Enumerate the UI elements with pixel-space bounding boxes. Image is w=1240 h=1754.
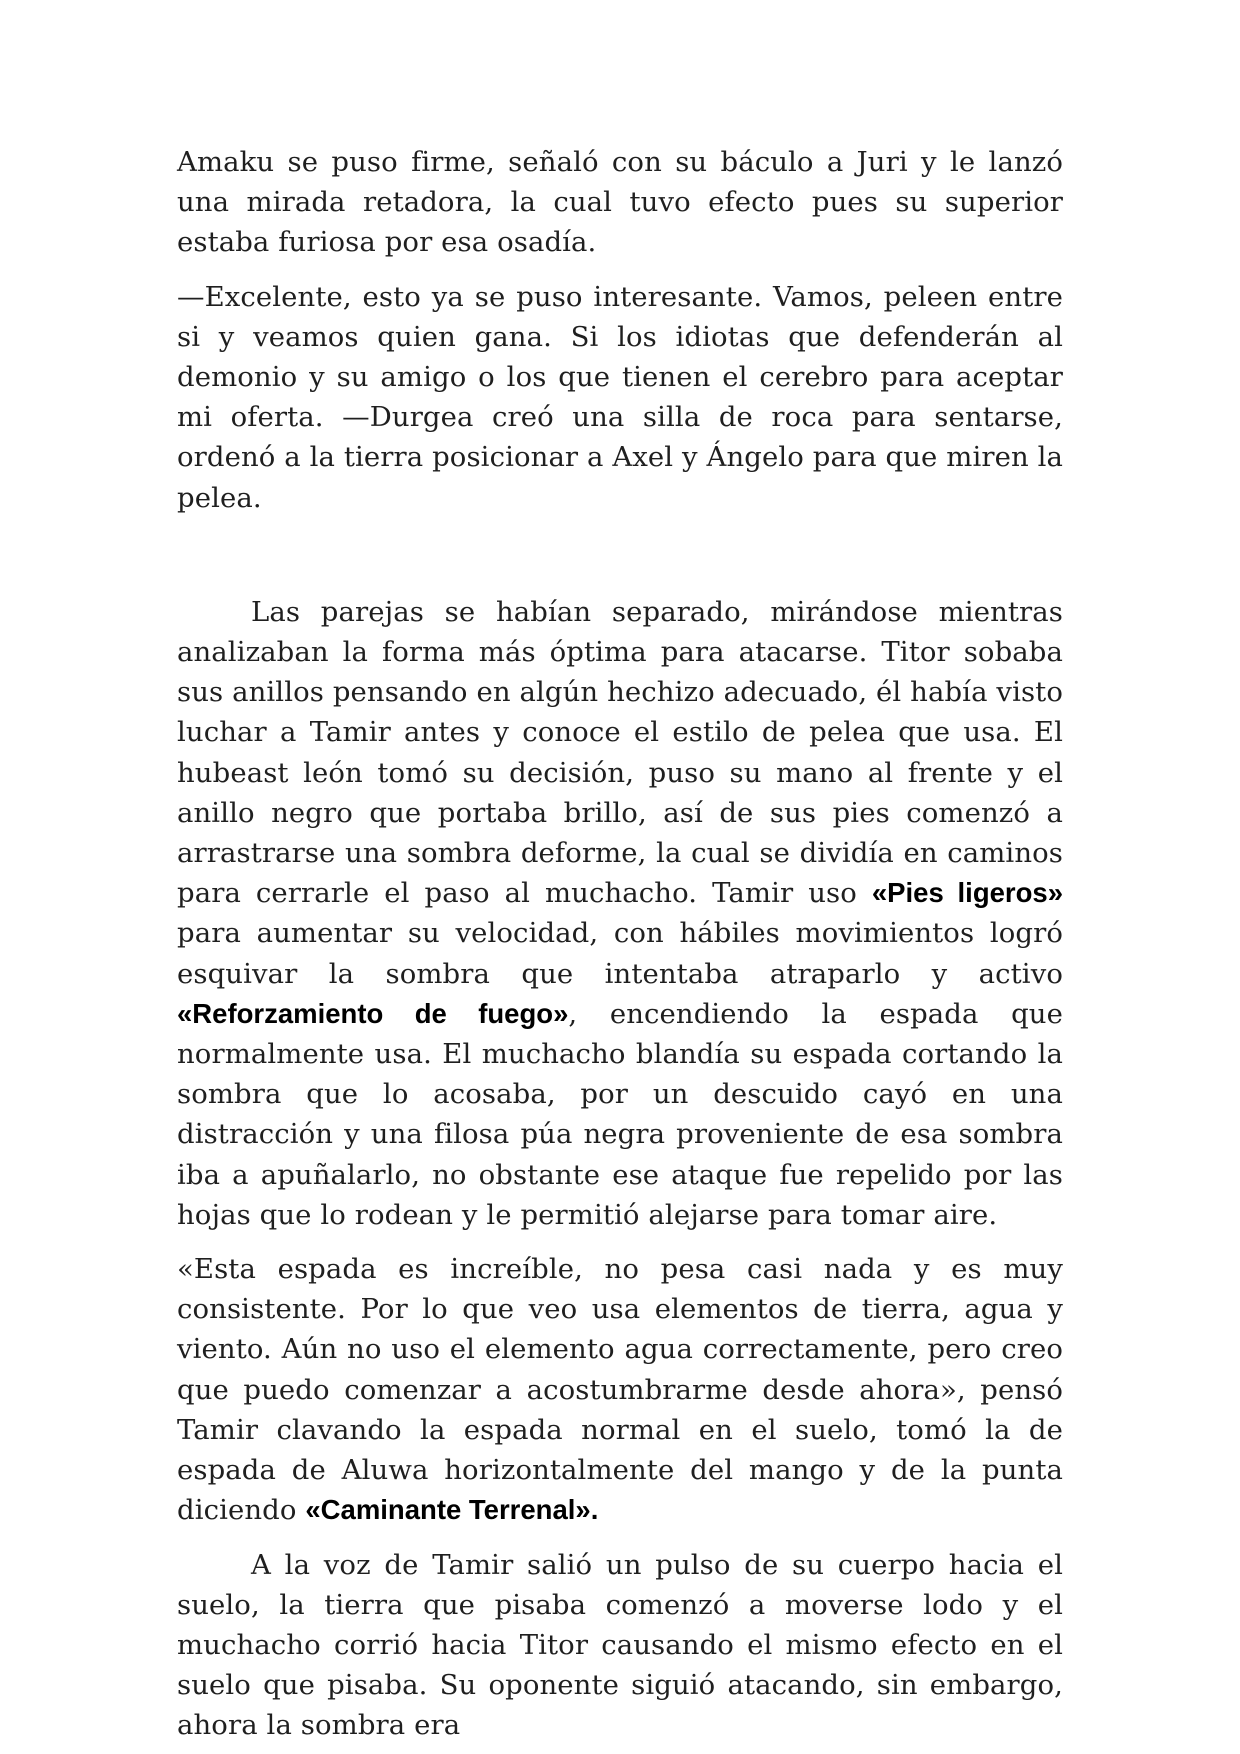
paragraph-text: para aumentar su velocidad, con hábiles movimientos logró esquivar la sombra que intentaba atraparlo y activo bbox=[177, 917, 1063, 990]
spell-name: «Reforzamiento de fuego» bbox=[177, 997, 569, 1029]
spell-name: «Pies ligeros» bbox=[871, 877, 1064, 909]
paragraph-text: Amaku se puso firme, señaló con su báculo a Juri y le lanzó una mirada retadora, la cual tuvo efecto pues su superior estaba furiosa por esa osadía. bbox=[177, 146, 1063, 259]
paragraph-2 bbox=[177, 277, 1063, 518]
paragraph-text: Las parejas se habían separado, mirándose mientras analizaban la forma más óptima para atacarse. Titor sobaba sus anillos pensando en algún hechizo adecuado, él había visto luchar a Tamir antes y conoce el estilo de pelea que usa. El hubeast león tomó su decisión, puso su mano al frente y el anillo negro que portaba brillo, así de sus pies comenzó a arrastrarse una sombra deforme, la cual se dividía en caminos para cerrarle el paso al muchacho. Tamir uso bbox=[177, 595, 1063, 910]
paragraph-4 bbox=[177, 1249, 1063, 1530]
spell-name: «Caminante Terrenal». bbox=[305, 1494, 599, 1526]
paragraph-text: «Esta espada es increíble, no pesa casi nada y es muy consistente. Por lo que veo usa elementos de tierra, agua y viento. Aún no uso el elemento agua correctamente, pero creo que puedo comenzar a acostumbrarme desde ahora», pensó Tamir clavando la espada normal en el suelo, tomó la de espada de Aluwa horizontalmente del mango y de la punta diciendo bbox=[177, 1253, 1063, 1527]
paragraph-text: , encendiendo la espada que normalmente usa. El muchacho blandía su espada cortando la sombra que lo acosaba, por un descuido cayó en una distracción y una filosa púa negra proveniente de esa sombra iba a apuñalarlo, no obstante ese ataque fue repelido por las hojas que lo rodean y le permitió alejarse para tomar aire. bbox=[177, 997, 1063, 1231]
paragraph-text: —Excelente, esto ya se puso interesante. Vamos, peleen entre si y veamos quien gana. Si los idiotas que defenderán al demonio y su amigo o los que tienen el cerebro para aceptar mi oferta. —Durgea creó una silla de roca para sentarse, ordenó a la tierra posicionar a Axel y Ángelo para que miren la pelea. bbox=[177, 280, 1064, 514]
paragraph-1 bbox=[177, 142, 1063, 263]
document-page bbox=[177, 142, 1063, 1746]
paragraph-3 bbox=[177, 592, 1063, 1235]
paragraph-5 bbox=[177, 1545, 1063, 1746]
paragraph-text: A la voz de Tamir salió un pulso de su cuerpo hacia el suelo, la tierra que pisaba comenzó a moverse lodo y el muchacho corrió hacia Titor causando el mismo efecto en el suelo que pisaba. Su oponente siguió atacando, sin embargo, ahora la sombra era bbox=[177, 1548, 1063, 1742]
